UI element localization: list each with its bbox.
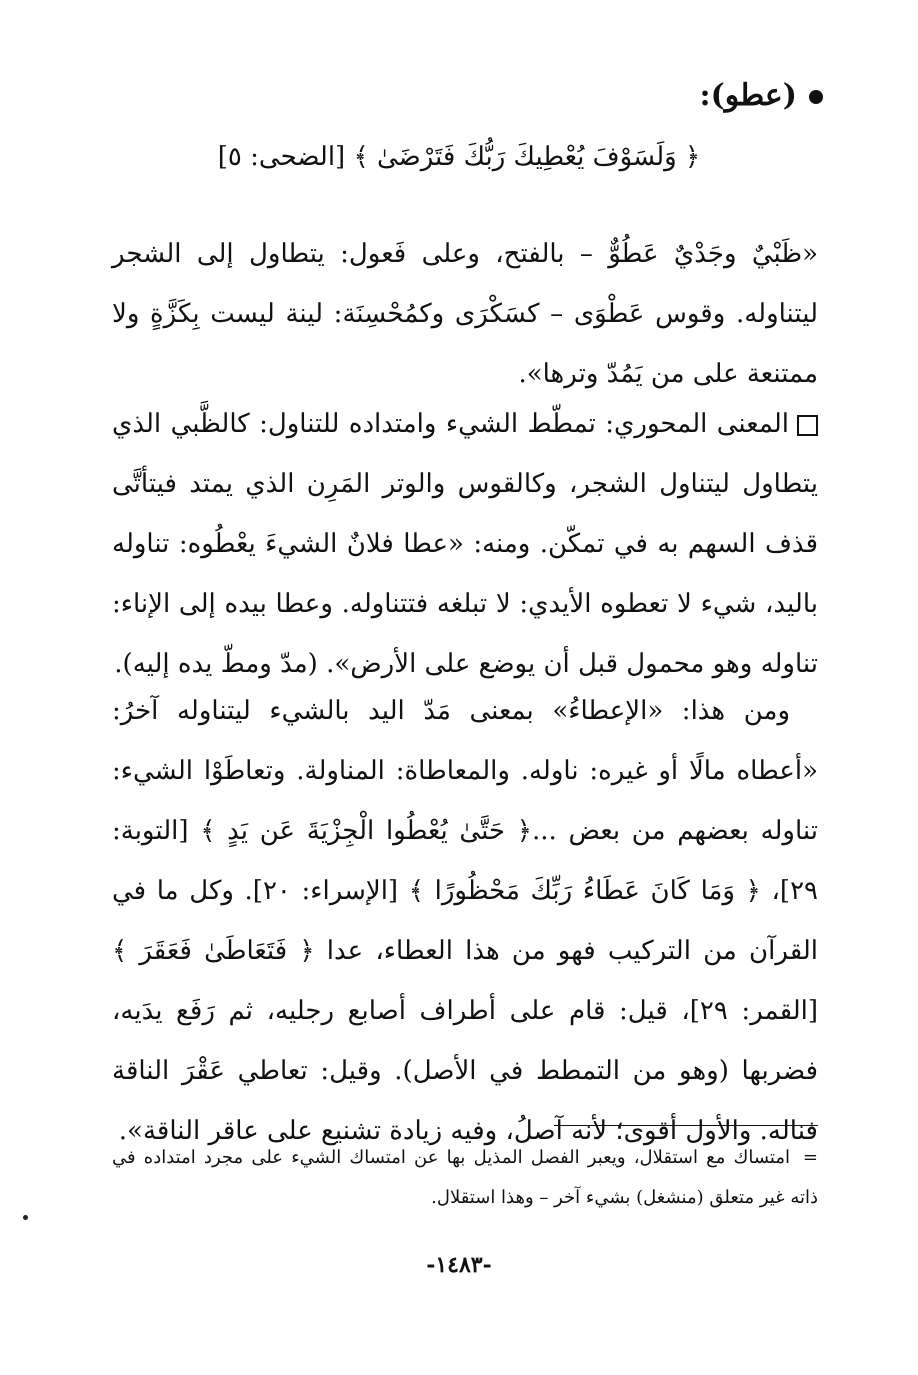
- page-number: -١٤٨٣-: [426, 1252, 492, 1278]
- footnote-continuation-marker: =: [802, 1147, 818, 1168]
- entry-heading: [700, 78, 823, 113]
- bullet-icon: [809, 90, 823, 104]
- core-meaning-text: تمطّط الشيء وامتداده للتناول: كالظَّبي الذي يتطاول ليتناول الشجر، وكالقوس والوتر المَرِن الذي يمتد فيتأتَّى قذف السهم به في تمكّن. ومنه: «عطا فلانٌ الشيءَ يعْطُوه: تناوله باليد، شيء لا تعطوه الأيدي: لا تبلغه فتتناوله. وعطا بيده إلى الإناء: تناوله وهو محمول قبل أن يوضع على الأرض». (مدّ ومطّ يده إليه).: [112, 409, 818, 679]
- scan-speck: [23, 1215, 28, 1220]
- core-meaning-paragraph: [112, 394, 818, 694]
- core-meaning-label: المعنى المحوري:: [605, 409, 790, 439]
- dictionary-quote-paragraph: «ظَبْيٌ وجَدْيٌ عَطُوٌّ – بالفتح، وعلى فَعول: يتطاول إلى الشجر ليتناوله. وقوس عَطْوَى – كسَكْرَى وكمُحْسِنَة: لينة ليست بِكَزَّةٍ ولا ممتنعة على من يَمُدّ وترها».: [112, 239, 818, 389]
- footnote-text: امتساك مع استقلال، ويعبر الفصل المذيل بها عن امتساك الشيء على مجرد امتداده في ذاته غير متعلق (منشغل) بشيء آخر – وهذا استقلال.: [112, 1147, 818, 1208]
- square-marker-icon: [797, 415, 818, 436]
- footnote: [112, 1138, 818, 1218]
- entry-root-label: (عطو):: [699, 78, 797, 113]
- quran-verse: ﴿ وَلَسَوْفَ يُعْطِيكَ رَبُّكَ فَتَرْضَىٰ ﴾ [الضحى: ٥]: [217, 142, 701, 172]
- derivation-paragraph: ومن هذا: «الإعطاءُ» بمعنى مَدّ اليد بالشيء ليتناوله آخرُ: «أعطاه مالًا أو غيره: ناوله. والمعاطاة: المناولة. وتعاطَوْا الشيء: تناوله بعضهم من بعض ...﴿ حَتَّىٰ يُعْطُوا الْجِزْيَةَ عَن يَدٍ ﴾ [التوبة: ٢٩]، ﴿ وَمَا كَانَ عَطَاءُ رَبِّكَ مَحْظُورًا ﴾ [الإسراء: ٢٠]. وكل ما في القرآن من التركيب فهو من هذا العطاء، عدا ﴿ فَتَعَاطَىٰ فَعَقَرَ ﴾ [القمر: ٢٩]، قيل: قام على أطراف أصابع رجليه، ثم رَفَع يدَيه، فضربها (وهو من التمطط في الأصل). وقيل: تعاطي عَقْرَ الناقة فناله. والأول أقوى؛ لأنه آصلُ، وفيه زيادة تشنيع على عاقر الناقة».: [112, 696, 819, 1146]
- footnote-divider: [554, 1125, 818, 1126]
